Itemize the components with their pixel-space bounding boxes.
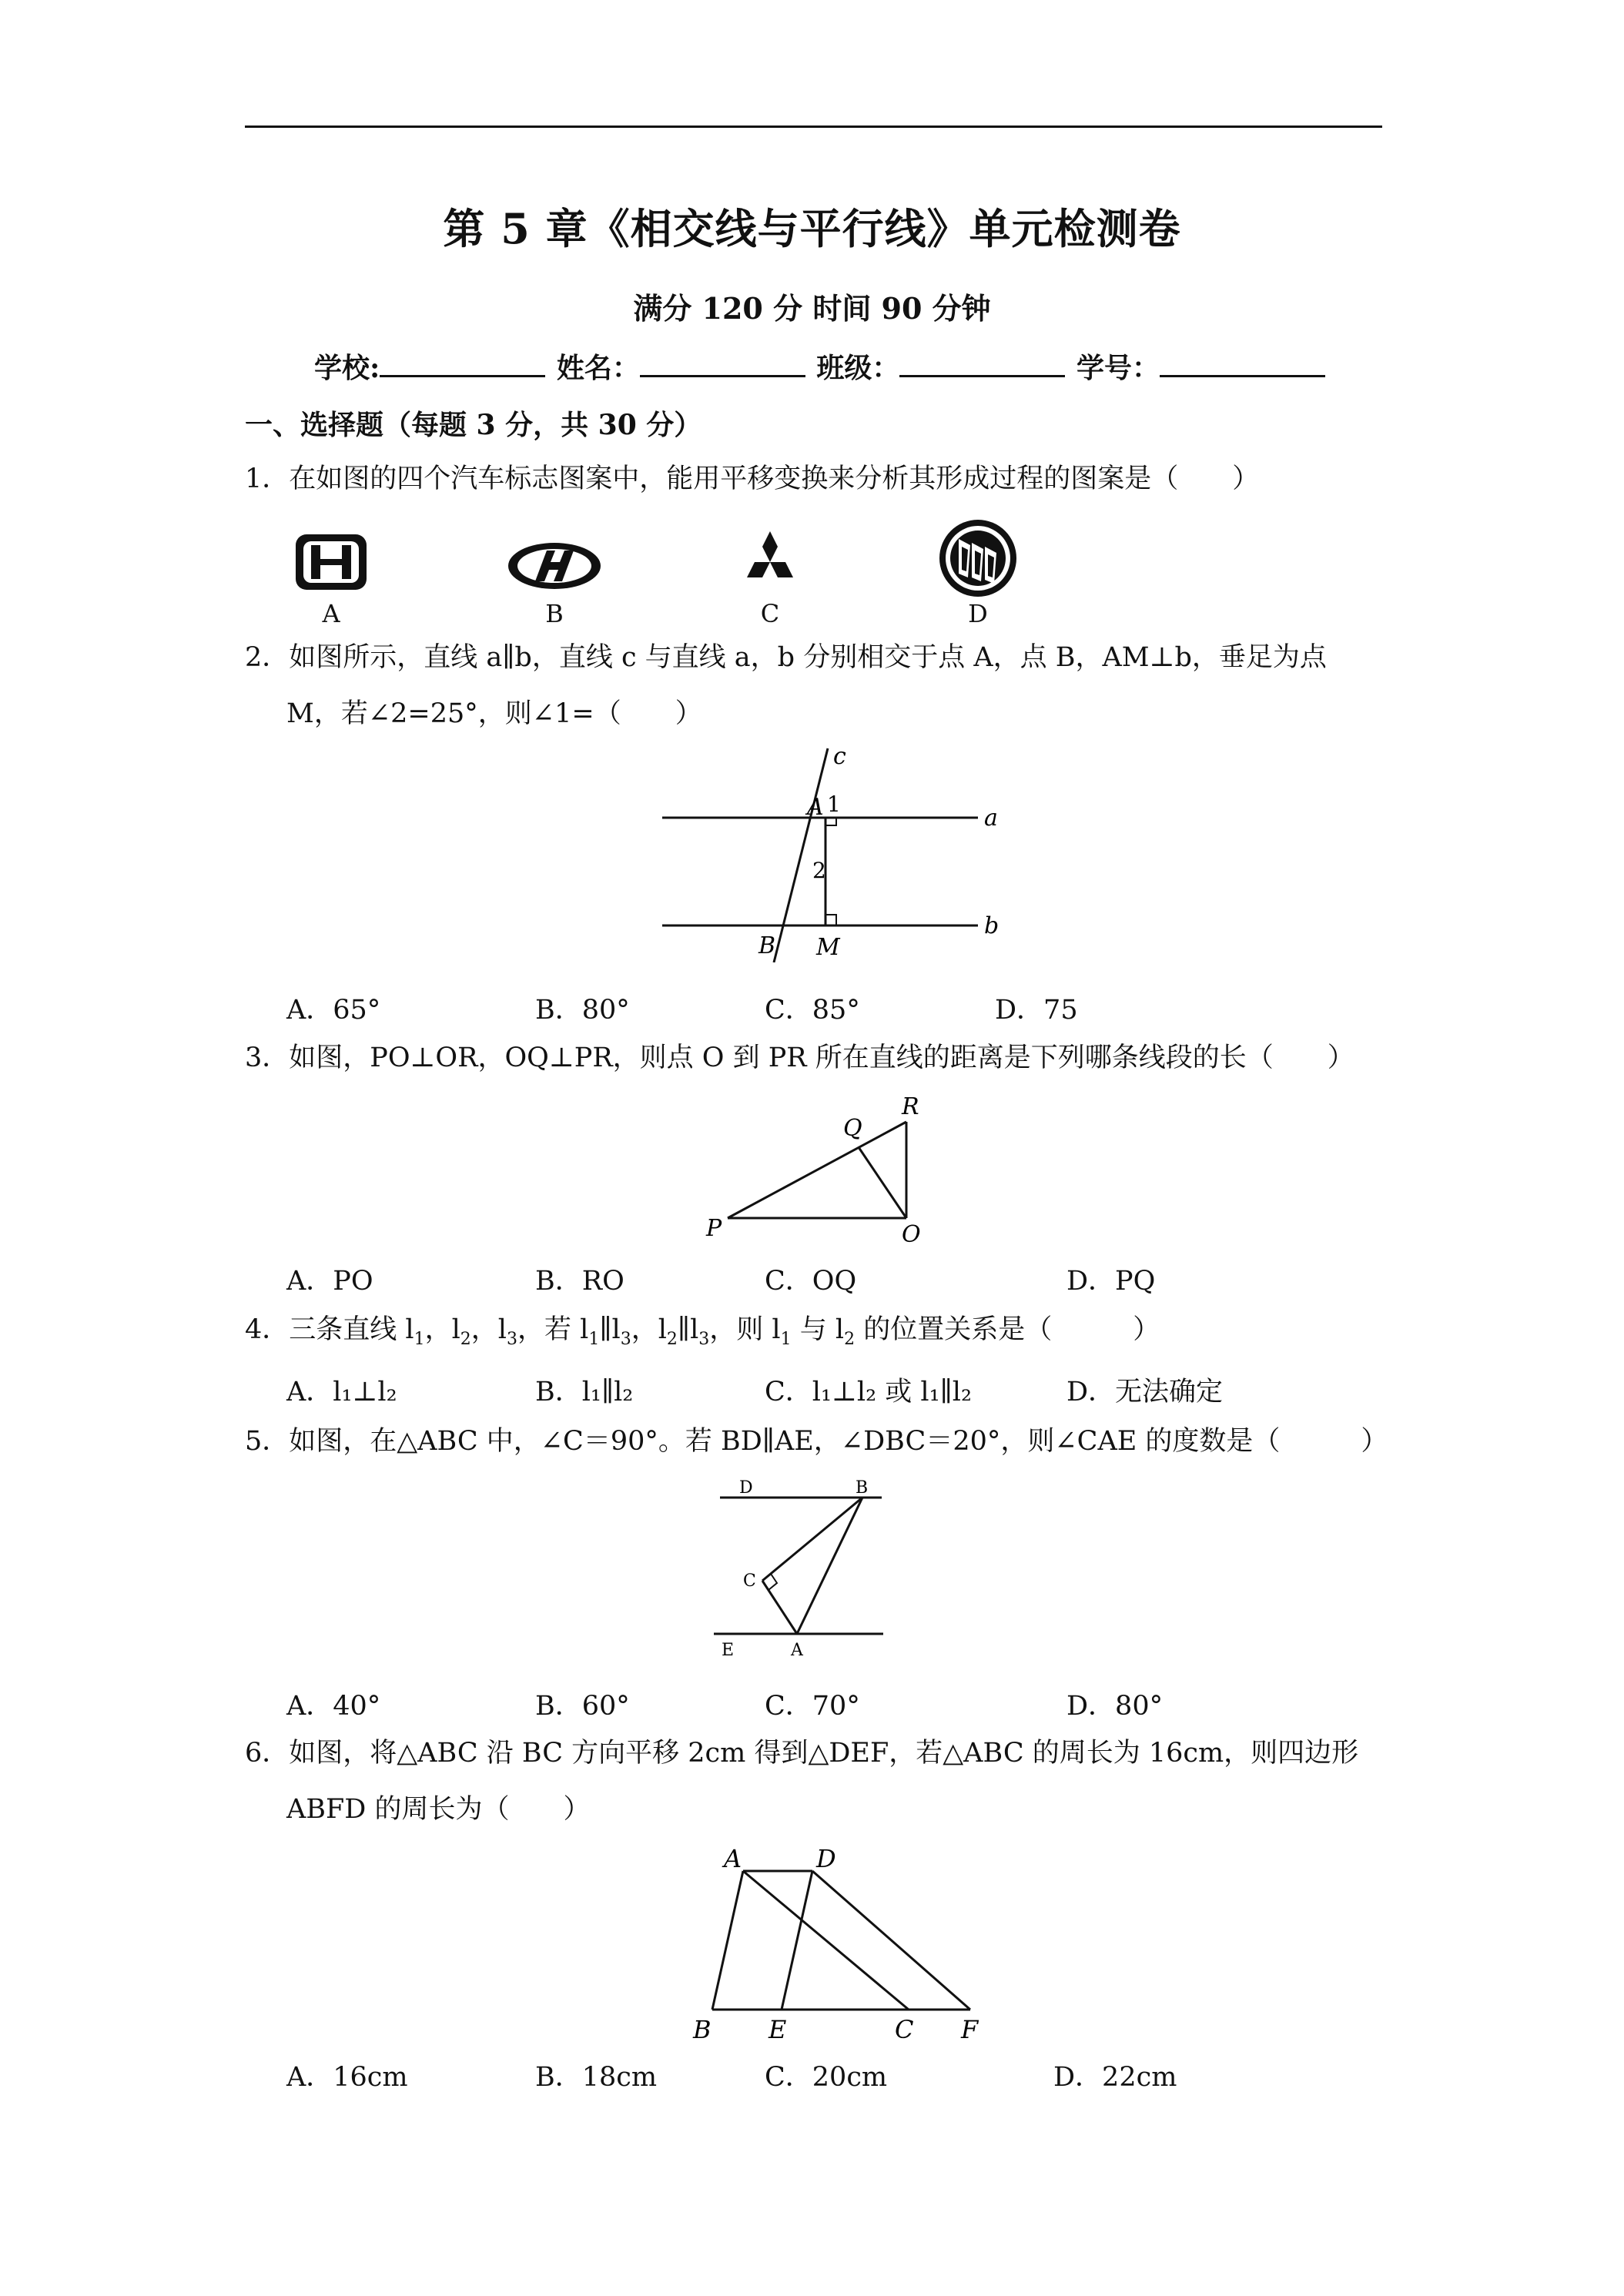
question-2-line2: M，若∠2=25°，则∠1=（ ）: [286, 698, 702, 729]
fig2-label-b: b: [984, 912, 1000, 939]
q6-option-b: B．18cm: [535, 2062, 658, 2093]
fig5-label-c: C: [743, 1571, 756, 1591]
class-label: 班级：: [816, 352, 900, 384]
question-5-text: 5．如图，在△ABC 中，∠C＝90°。若 BD∥AE，∠DBC＝20°，则∠CAE 的度数是（ ）: [245, 1426, 1388, 1457]
mitsubishi-logo-icon: [732, 530, 809, 602]
fig2-label-angle-1: 1: [827, 792, 841, 817]
fig2-label-a: a: [984, 805, 998, 832]
q4-option-d: D．无法确定: [1066, 1377, 1224, 1407]
question-3-figure: [705, 1089, 936, 1247]
name-blank[interactable]: [640, 350, 805, 377]
fig5-label-d: D: [739, 1478, 753, 1498]
school-label: 学校:: [314, 352, 380, 384]
q3-option-b: B．RO: [535, 1266, 624, 1297]
q4-option-c: C．l₁⊥l₂ 或 l₁∥l₂: [765, 1377, 973, 1407]
page-subtitle: 满分 120 分 时间 90 分钟: [633, 291, 991, 326]
logo-label-a: A: [322, 599, 340, 628]
fig6-label-e: E: [768, 2015, 787, 2044]
fig3-label-p: P: [706, 1215, 722, 1242]
hyundai-logo-icon: [504, 539, 604, 596]
q4-option-b: B．l₁∥l₂: [535, 1377, 634, 1407]
fig3-label-r: R: [902, 1093, 919, 1120]
question-6-line2: ABFD 的周长为（ ）: [286, 1794, 591, 1825]
fig2-label-point-b: B: [758, 932, 776, 959]
fig6-label-c: C: [895, 2015, 914, 2044]
logo-label-c: C: [760, 599, 780, 628]
q2-option-b: B．80°: [535, 995, 630, 1026]
question-3-text: 3．如图，PO⊥OR，OQ⊥PR，则点 O 到 PR 所在直线的距离是下列哪条线段的长（ ）: [245, 1043, 1354, 1073]
fig6-label-b: B: [693, 2015, 712, 2044]
buick-logo-icon: [936, 516, 1020, 604]
fig5-label-a: A: [791, 1641, 803, 1659]
student-info-row: [314, 346, 1327, 386]
fig2-label-point-a: A: [807, 794, 824, 821]
fig2-label-c: c: [833, 743, 846, 770]
question-5-figure: [712, 1474, 889, 1662]
logo-label-d: D: [968, 599, 988, 628]
page-title: 第 5 章《相交线与平行线》单元检测卷: [443, 204, 1181, 253]
q5-option-b: B．60°: [535, 1691, 630, 1722]
q5-option-a: A．40°: [286, 1691, 381, 1722]
id-blank[interactable]: [1160, 350, 1325, 377]
fig6-label-d: D: [816, 1844, 836, 1873]
fig3-label-q: Q: [843, 1115, 862, 1142]
top-rule: [245, 126, 1382, 128]
question-1-text: 1．在如图的四个汽车标志图案中，能用平移变换来分析其形成过程的图案是（ ）: [245, 464, 1260, 494]
question-2-line1: 2．如图所示，直线 a∥b，直线 c 与直线 a，b 分别相交于点 A，点 B，AM⊥b，垂足为点: [245, 642, 1327, 673]
q6-option-d: D．22cm: [1053, 2062, 1177, 2093]
fig2-label-point-m: M: [816, 934, 840, 961]
section-heading: 一、选择题（每题 3 分，共 30 分）: [245, 409, 702, 441]
q6-option-a: A．16cm: [286, 2062, 408, 2093]
fig5-label-b: B: [856, 1478, 869, 1498]
fig6-label-a: A: [724, 1844, 742, 1873]
fig6-label-f: F: [961, 2015, 979, 2044]
school-blank[interactable]: [380, 350, 545, 377]
class-blank[interactable]: [899, 350, 1065, 377]
question-4-text: 4．三条直线 $l_1$，$l_2$，$l_3$，若 $l_1\parallel l_3$，$l_2\parallel l_3$，则 $l_1$ 与 $l_2$ 的位置关系是（ ）: [245, 1314, 1160, 1349]
question-6-line1: 6．如图，将△ABC 沿 BC 方向平移 2cm 得到△DEF，若△ABC 的周长为 16cm，则四边形: [245, 1738, 1359, 1769]
q2-option-c: C．85°: [765, 995, 860, 1026]
q6-option-c: C．20cm: [765, 2062, 888, 2093]
q4-option-a: A．l₁⊥l₂: [286, 1377, 397, 1407]
question-6-figure: [678, 1836, 993, 2047]
fig3-label-o: O: [902, 1221, 921, 1243]
id-label: 学号：: [1076, 352, 1160, 384]
honda-logo-icon: [293, 531, 370, 596]
q5-option-d: D．80°: [1066, 1691, 1164, 1722]
logo-label-b: B: [545, 599, 564, 628]
name-label: 姓名：: [556, 352, 640, 384]
q2-option-d: D．75: [995, 995, 1078, 1026]
question-2-figure: [655, 739, 1016, 966]
q3-option-d: D．PQ: [1066, 1266, 1156, 1297]
q3-option-c: C．OQ: [765, 1266, 857, 1297]
q2-option-a: A．65°: [286, 995, 381, 1026]
q5-option-c: C．70°: [765, 1691, 860, 1722]
fig2-label-angle-2: 2: [812, 858, 826, 883]
fig5-label-e: E: [722, 1641, 735, 1659]
q3-option-a: A．PO: [286, 1266, 373, 1297]
